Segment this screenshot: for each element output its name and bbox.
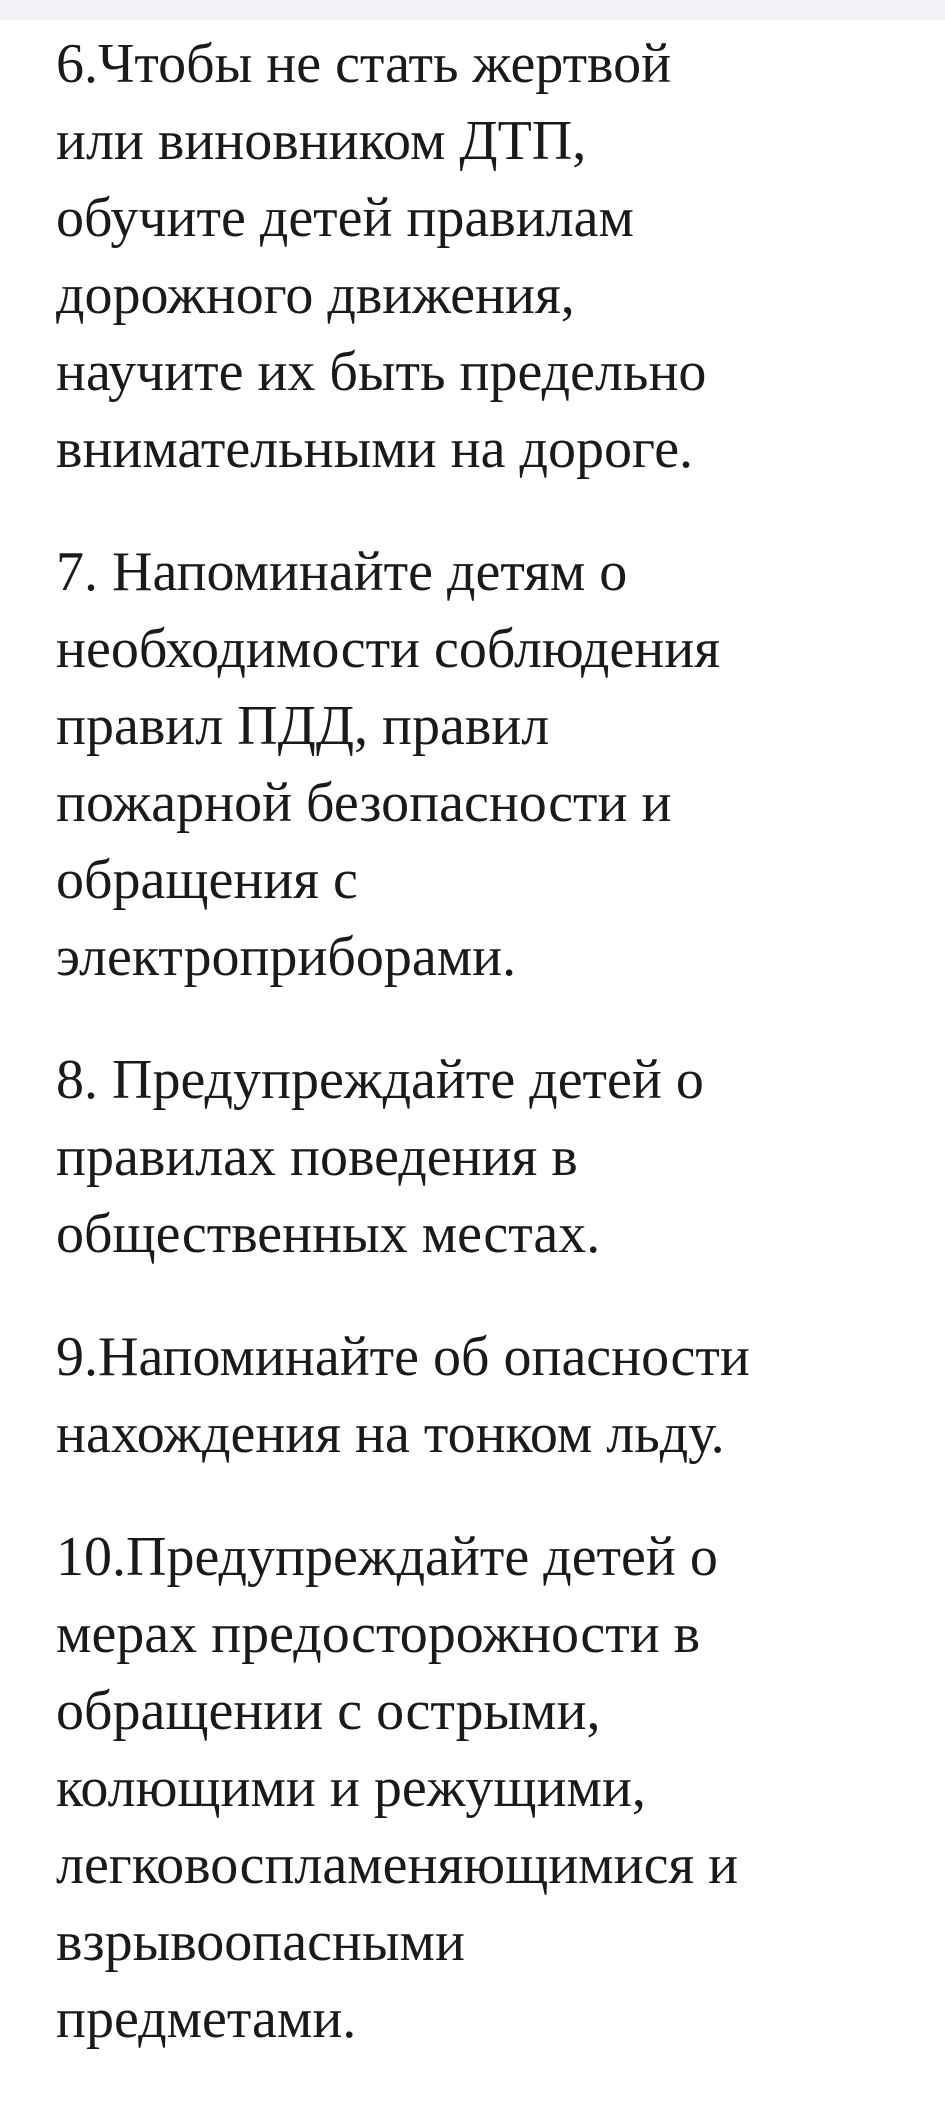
- paragraph-7: 7. Напоминайте детям о необходимости соблюдения правил ПДД, правил пожарной безопасности и обращения с электроприборами.: [56, 541, 720, 988]
- paragraph-6: 6.Чтобы не стать жертвой или виновником ДТП, обучите детей правилам дорожного движения, научите их быть предельно внимательными на дороге.: [56, 33, 707, 480]
- previous-text-cutoff: [0, 0, 945, 20]
- paragraph-8: 8. Предупреждайте детей о правилах поведения в общественных местах.: [56, 1049, 704, 1265]
- paragraph-9: 9.Напоминайте об опасности нахождения на тонком льду.: [56, 1326, 750, 1465]
- document-body: [56, 26, 936, 2104]
- paragraph-10: 10.Предупреждайте детей о мерах предосторожности в обращении с острыми, колющими и режущими, легковоспламеняющимися и взрывоопасными предметами.: [56, 1526, 739, 2050]
